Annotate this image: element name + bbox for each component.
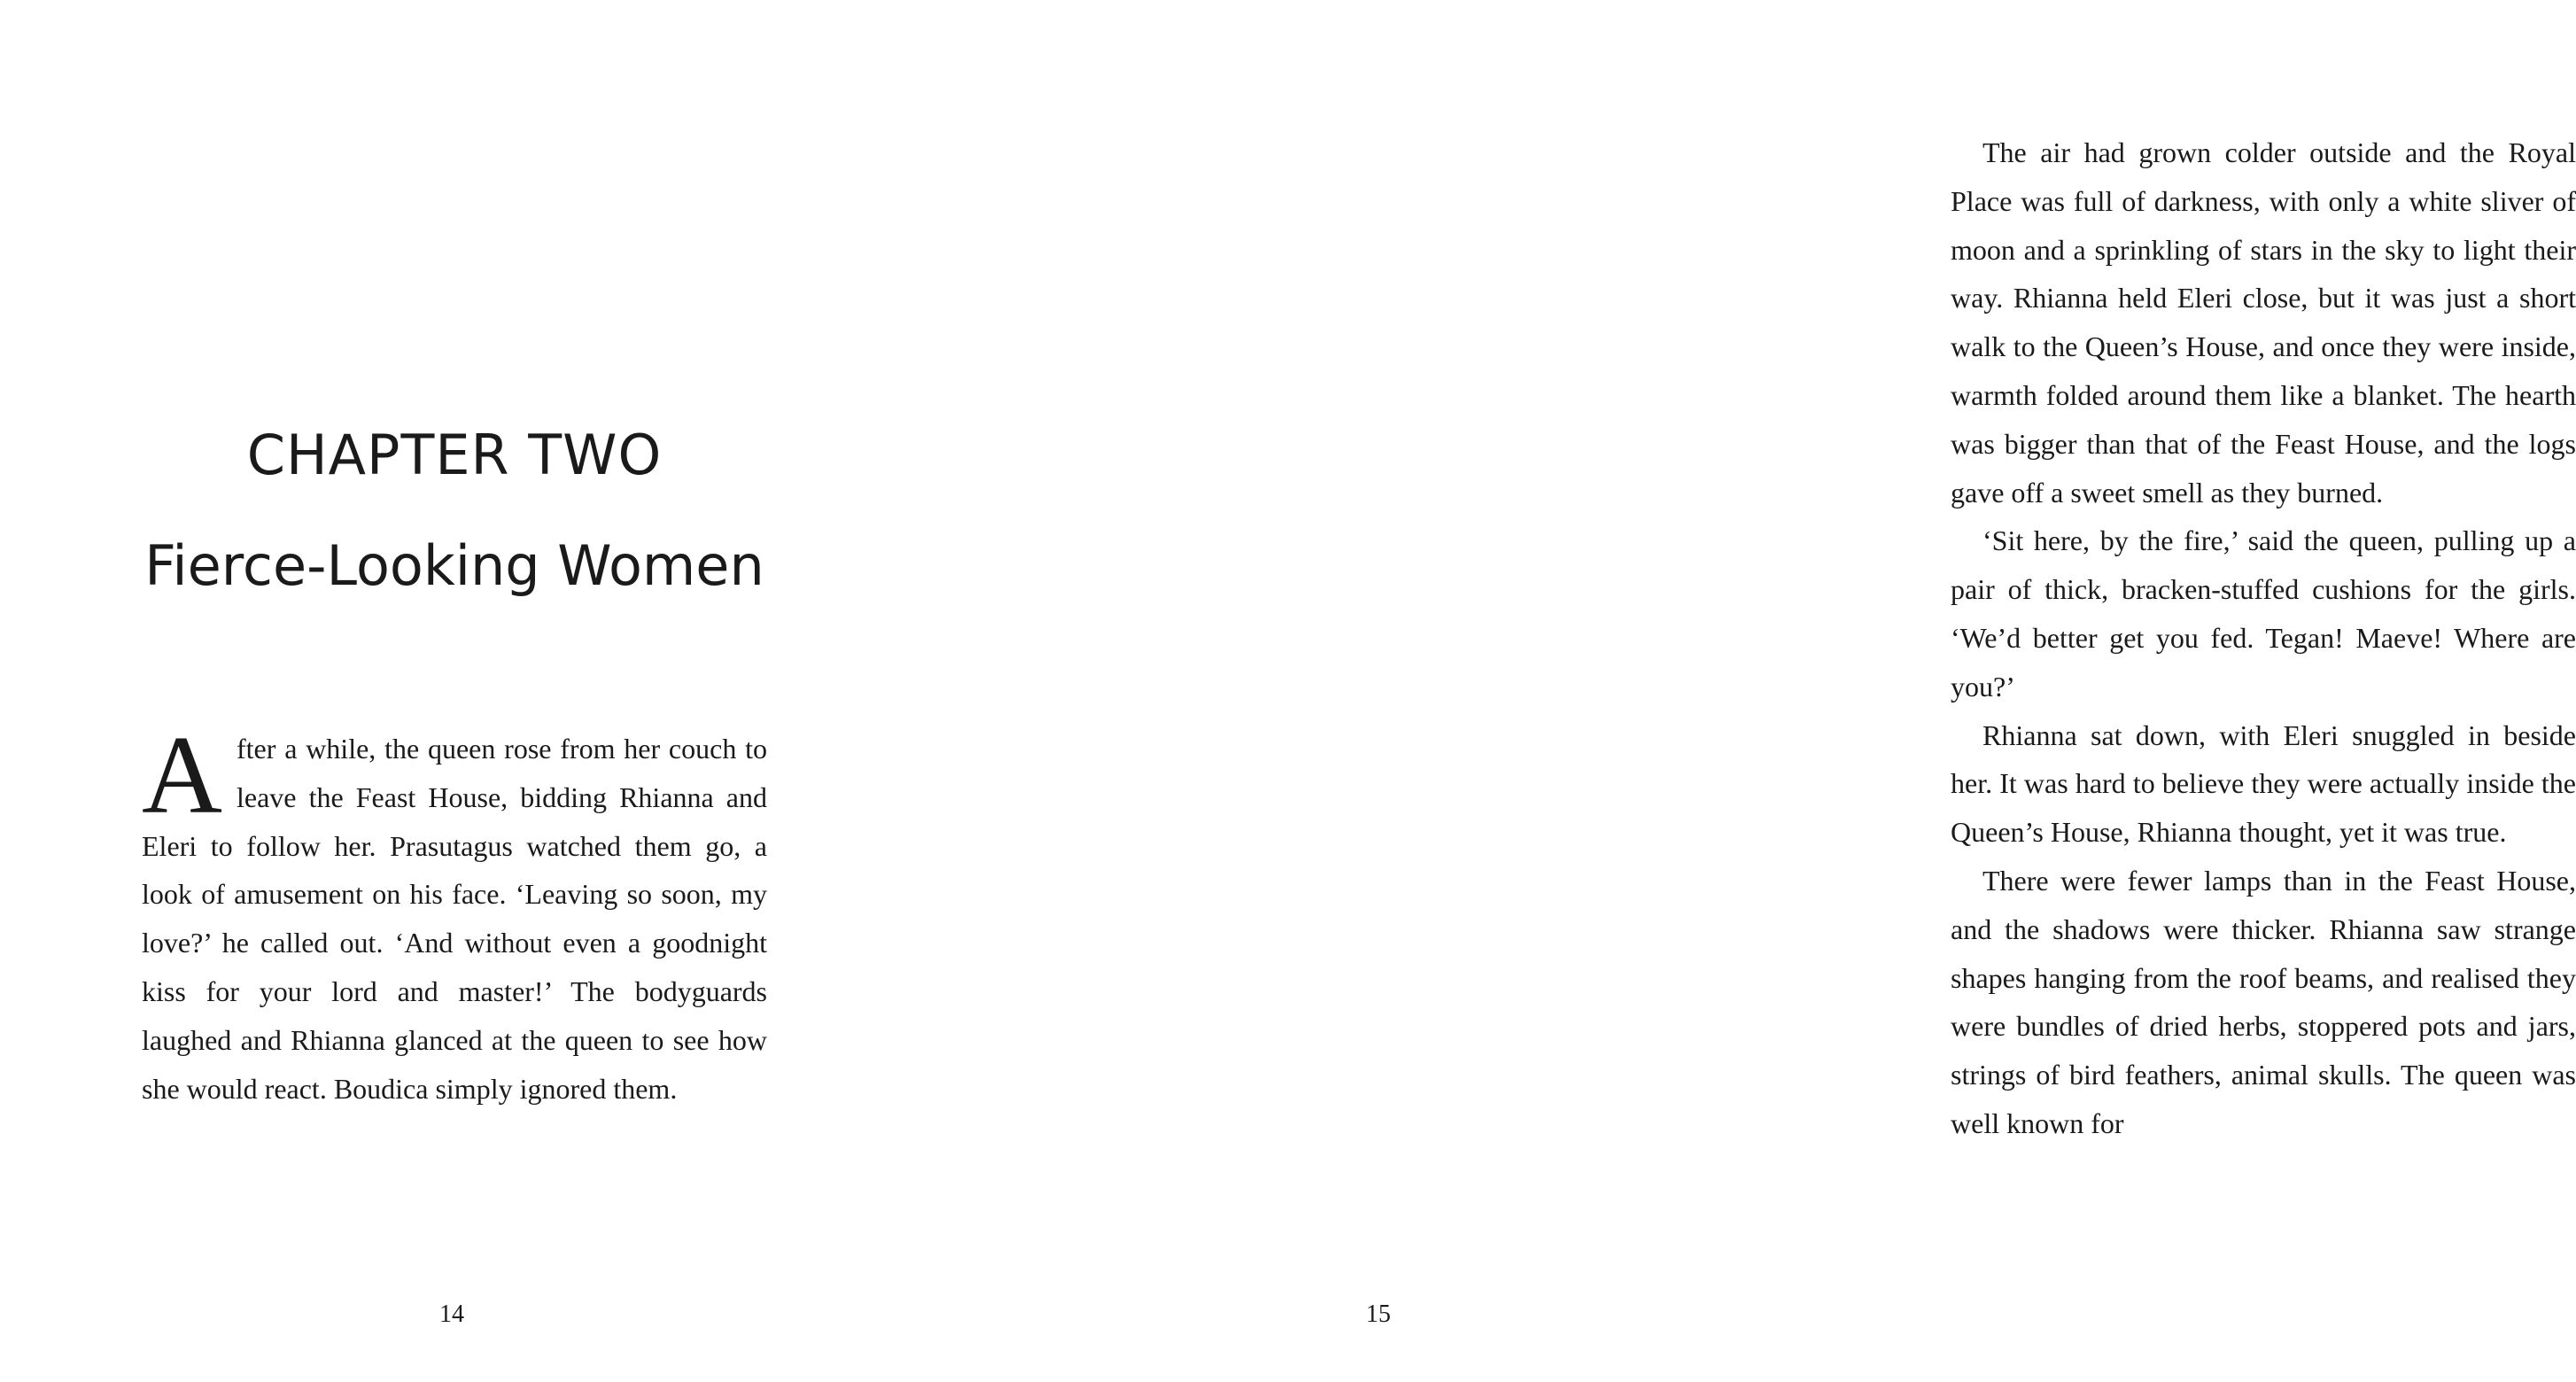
paragraph: ‘Sit here, by the fire,’ said the queen, pulling up a pair of thick, bracken-stuffed cushions for the girls. ‘We’d better get you fed. Tegan! Maeve! Where are you?’ bbox=[1951, 524, 2576, 703]
opening-paragraph-text: fter a while, the queen rose from her couch to leave the Feast House, bidding Rhianna and Eleri to follow her. Prasutagus watched them go, a look of amusement on his face. ‘Leaving so soon, my love?’ he called out. ‘And without even a goodnight kiss for your lord and master!’ The bodyguards laughed and Rhianna glanced at the queen to see how she would react. Boudica simply ignored them. bbox=[142, 733, 767, 1105]
page-number-left: 14 bbox=[439, 1300, 464, 1328]
left-page-body bbox=[142, 714, 767, 1113]
drop-cap: A bbox=[142, 714, 222, 837]
right-page-body bbox=[1951, 128, 2576, 1148]
paragraph: The air had grown colder outside and the Royal Place was full of darkness, with only a white sliver of moon and a sprinkling of stars in the sky to light their way. Rhianna held Eleri close, but it was just a short walk to the Queen’s House, and once they were inside, warmth folded around them like a blanket. The hearth was bigger than that of the Feast House, and the logs gave off a sweet smell as they burned. bbox=[1951, 136, 2576, 509]
paragraph: There were fewer lamps than in the Feast House, and the shadows were thicker. Rhianna saw strange shapes hanging from the roof beams, and realised they were bundles of dried herbs, stoppered pots and jars, strings of bird feathers, animal skulls. The queen was well known for bbox=[1951, 864, 2576, 1139]
page-number-right: 15 bbox=[1366, 1300, 1391, 1328]
opening-paragraph bbox=[142, 714, 767, 1113]
chapter-number: CHAPTER TWO bbox=[246, 423, 663, 487]
right-page bbox=[900, 0, 2576, 1382]
left-page bbox=[0, 0, 900, 1382]
paragraph: Rhianna sat down, with Eleri snuggled in beside her. It was hard to believe they were actually inside the Queen’s House, Rhianna thought, yet it was true. bbox=[1951, 718, 2576, 849]
chapter-title: Fierce-Looking Women bbox=[144, 533, 764, 598]
